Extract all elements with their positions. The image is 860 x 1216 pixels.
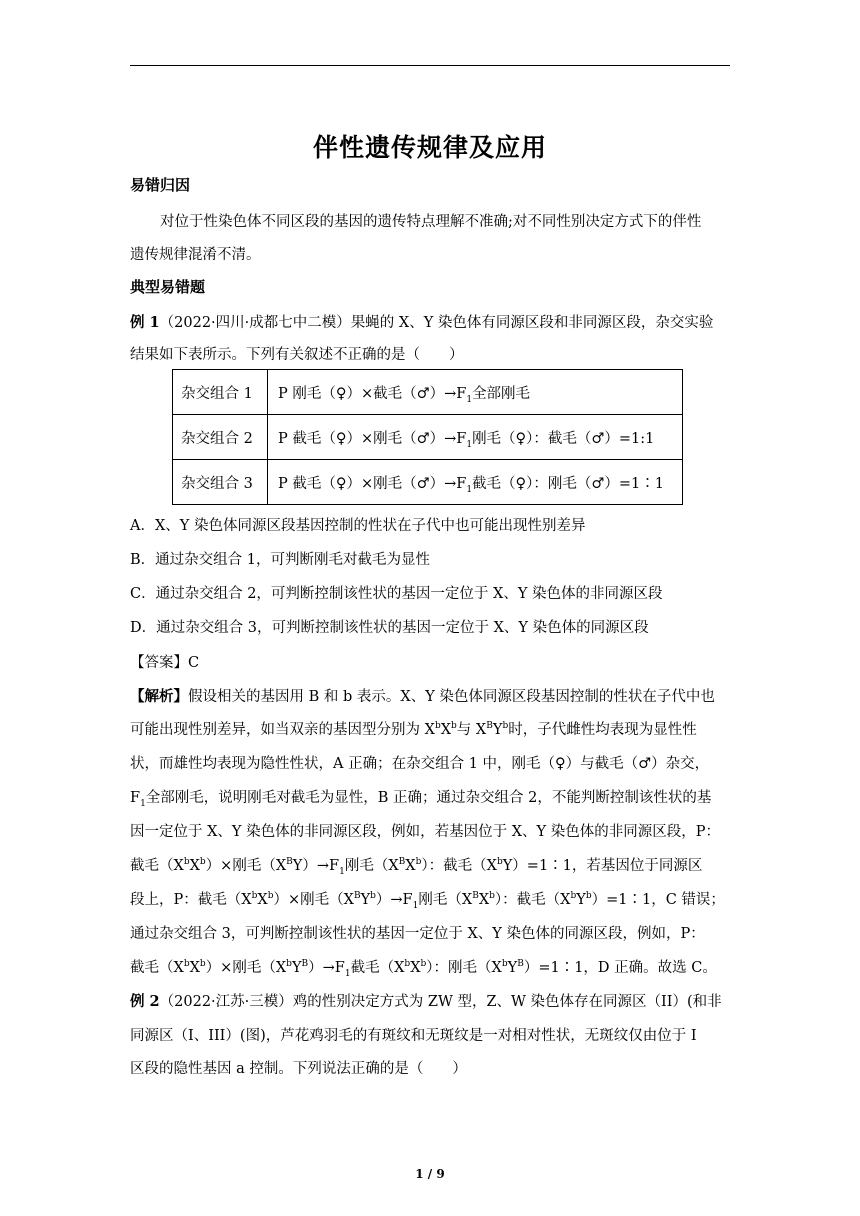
analysis-line [130, 685, 730, 706]
section-heading-typical-questions: 典型易错题 [130, 278, 206, 296]
analysis-text: 段上，P：截毛（X [130, 892, 252, 908]
page-title: 伴性遗传规律及应用 [312, 133, 547, 162]
example-1-question-line: 结果如下表所示。下列有关叙述不正确的是（ ） [130, 347, 464, 363]
table-row [173, 415, 683, 460]
analysis-text: ）×刚毛（X [273, 892, 354, 908]
analysis-text: ）→F [308, 960, 345, 976]
page-number: 1 / 9 [415, 1167, 445, 1181]
analysis-label: 【解析】 [130, 688, 188, 705]
analysis-text: ）×刚毛（X [205, 858, 287, 874]
analysis-text: ）=1∶1，D 正确。故选 C。 [523, 960, 717, 976]
question-text: （2022·江苏·三模）鸡的性别决定方式为 ZW 型，Z、W 染色体存在同源区（II）(和非 [159, 994, 722, 1010]
example-2-question-line: 区段的隐性基因 a 控制。下列说法正确的是（ ） [130, 1061, 467, 1077]
cell-text: P 截毛（♀）×刚毛（♂）→F [278, 475, 467, 492]
analysis-text: 刚毛（X [418, 892, 473, 908]
question-text: （2022·四川·成都七中二模）果蝇的 X、Y 染色体有同源区段和非同源区段，杂交实验 [159, 315, 714, 331]
analysis-text: ）：刚毛（X [426, 960, 502, 976]
analysis-line: 状，而雄性均表现为隐性性状，A 正确；在杂交组合 1 中，刚毛（♀）与截毛（♂）杂交， [130, 756, 710, 772]
section-heading-error-causes: 易错归因 [130, 176, 191, 194]
cell-text: 截毛（♀）：刚毛（♂）=1∶1 [472, 475, 665, 492]
analysis-text: ）：截毛（X [494, 892, 571, 908]
paragraph-line: 对位于性染色体不同区段的基因的遗传特点理解不准确;对不同性别决定方式下的伴性 [160, 214, 702, 230]
analysis-text: 时，子代雌性均表现为显性性 [508, 722, 697, 738]
example-2-question-line [130, 990, 730, 1011]
analysis-text: ）=1∶1，C 错误； [591, 892, 725, 908]
table-cell-group: 杂交组合 3 [173, 460, 268, 505]
analysis-text: Y）→F [292, 858, 340, 874]
table-cell-result [268, 460, 683, 505]
cell-sub: 1 [466, 394, 473, 405]
table-row [173, 370, 683, 415]
option-d: D．通过杂交组合 3，可判断控制该性状的基因一定位于 X、Y 染色体的同源区段 [130, 620, 649, 636]
cell-sub: 1 [466, 439, 473, 450]
analysis-text: ）→F [375, 892, 413, 908]
cell-text: 刚毛（♀）：截毛（♂）=1:1 [472, 430, 655, 447]
cell-text: 全部刚毛 [472, 385, 531, 402]
analysis-line: $F_1$全部刚毛，说明刚毛对截毛为显性，B 正确；通过杂交组合 2，不能判断控制该性状的基 [130, 790, 712, 809]
analysis-line: 因一定位于 X、Y 染色体的非同源区段，例如，若基因位于 X、Y 染色体的非同源区段，P： [130, 824, 720, 840]
analysis-text: 截毛（X [350, 960, 405, 976]
example-2-label: 例 2 [130, 993, 160, 1010]
analysis-line: 可能出现性别差异，如当双亲的基因型分别为 $X^bX^b$与 $X^BY^b$时，子代雌性均表现为显性性 [130, 721, 697, 738]
option-a: A．X、Y 染色体同源区段基因控制的性状在子代中也可能出现性别差异 [130, 518, 586, 534]
analysis-text: 全部刚毛，说明刚毛对截毛为显性，B 正确；通过杂交组合 2，不能判断控制该性状的基 [145, 790, 712, 806]
analysis-text: ）：截毛（X [421, 858, 497, 874]
answer: 【答案】C [130, 655, 200, 671]
header-rule [130, 65, 730, 66]
analysis-line: 截毛$(X^bX^b)\times$刚毛$(X^bY^B)\to F_1$截毛$(X^bX^b)$：刚毛$(X^bY^B)=1∶1$，D 正确。故选 C。 [130, 959, 717, 979]
analysis-text: 截毛（X [130, 960, 184, 976]
analysis-text: 假设相关的基因用 B 和 b 表示。X、Y 染色体同源区段基因控制的性状在子代中也 [188, 689, 715, 705]
cell-sub: 1 [466, 484, 473, 495]
analysis-text: Y）=1∶1，若基因位于同源区 [502, 858, 703, 874]
cell-text: P 截毛（♀）×刚毛（♂）→F [278, 430, 467, 447]
example-1-label: 例 1 [130, 314, 160, 331]
option-b: B．通过杂交组合 1，可判断刚毛对截毛为显性 [130, 552, 430, 568]
paragraph-line: 遗传规律混淆不清。 [130, 247, 261, 263]
table-cell-group: 杂交组合 1 [173, 370, 268, 415]
option-c: C．通过杂交组合 2，可判断控制该性状的基因一定位于 X、Y 染色体的非同源区段 [130, 586, 663, 602]
table-cell-result [268, 370, 683, 415]
analysis-line: 截毛$(X^bX^b)\times$刚毛$(X^BY)\to F_1$刚毛$(X^BX^b)$：截毛$(X^bY)=1∶1$，若基因位于同源区 [130, 857, 703, 877]
analysis-text: 可能出现性别差异，如当双亲的基因型分别为 X [130, 722, 435, 738]
table-cell-result [268, 415, 683, 460]
table-cell-group: 杂交组合 2 [173, 415, 268, 460]
example-2-question-line: 同源区（I、III）(图)，芦花鸡羽毛的有斑纹和无斑纹是一对相对性状，无斑纹仅由位于 I [130, 1028, 697, 1044]
example-1-question-line [130, 311, 730, 332]
analysis-text: 与 X [456, 722, 487, 738]
analysis-text: 截毛（X [130, 858, 184, 874]
table-row [173, 460, 683, 505]
cross-results-table [172, 369, 683, 505]
analysis-line: 段上，P：截毛$(X^bX^b)\times$刚毛$(X^BY^b)\to F_1$刚毛$(X^BX^b)$：截毛$(X^bY^b)=1∶1$，C 错误； [130, 891, 725, 911]
analysis-text: ）×刚毛（X [205, 960, 287, 976]
analysis-line: 通过杂交组合 3，可判断控制该性状的基因一定位于 X、Y 染色体的同源区段，例如，P： [130, 926, 705, 942]
analysis-text: 刚毛（X [344, 858, 399, 874]
cell-text: P 刚毛（♀）×截毛（♂）→F [278, 385, 467, 402]
